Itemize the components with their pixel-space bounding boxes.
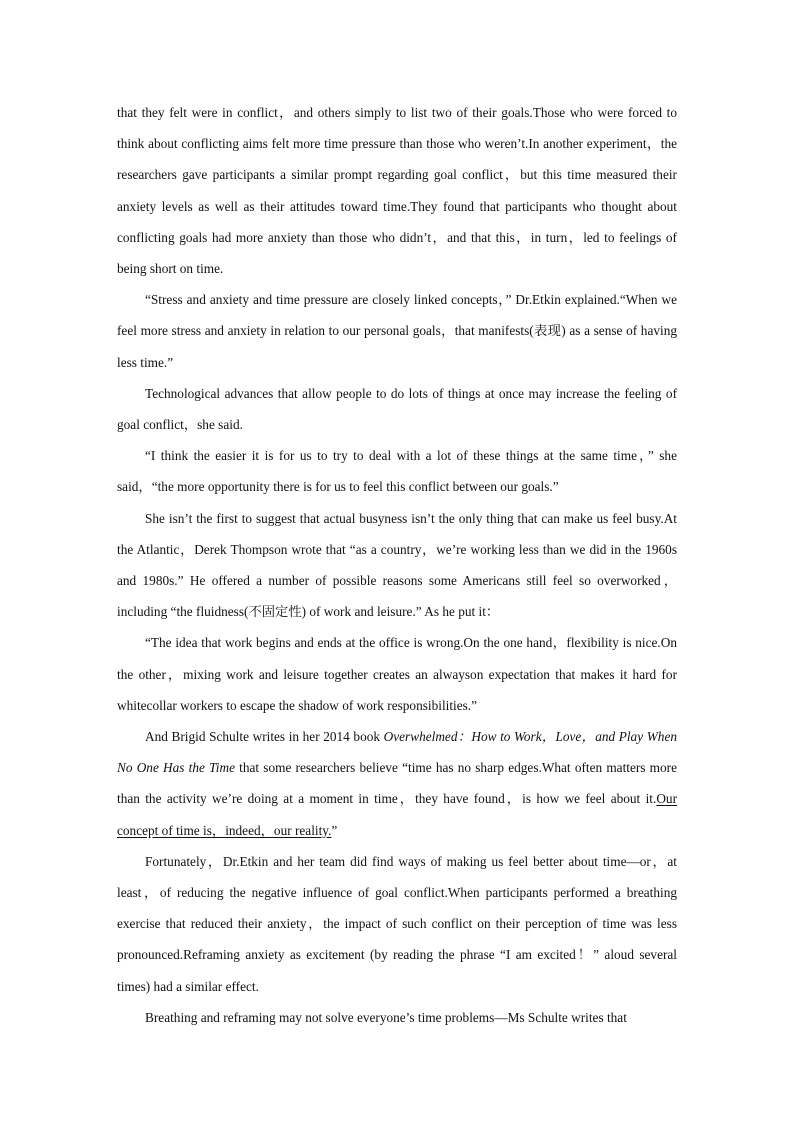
paragraph [117,1002,677,1033]
paragraph-text: ” [331,822,338,838]
paragraph [117,284,677,378]
paragraph-text: that they felt were in conflict，and others simply to list two of their goals.Those who were forced to think about conflicting aims felt more time pressure than those who weren’t.In another experiment，the researchers gave participants a similar prompt regarding goal conflict，but this time measured their anxiety levels as well as their attitudes toward time.They found that participants who thought about conflicting goals had more anxiety than those who didn’t，and that this，in turn，led to feelings of being short on time. [117,105,677,277]
paragraph [117,378,677,440]
paragraph-text: She isn’t the first to suggest that actual busyness isn’t the only thing that can make us feel busy.At the Atlantic，Derek Thompson wrote that “as a country，we’re working less than we did in the 1960s and 1980s.” He offered a number of possible reasons some Americans still feel so overworked，including “the fluidness(不固定性) of work and leisure.” As he put it： [117,510,677,620]
paragraph-text: Technological advances that allow people to do lots of things at once may increase the feeling of goal conflict，she said. [117,385,677,433]
paragraph-text: Breathing and reframing may not solve everyone’s time problems—Ms Schulte writes that [145,1009,627,1025]
paragraph-text: Fortunately，Dr.Etkin and her team did find ways of making us feel better about time—or，at least，of reducing the negative influence of goal conflict.When participants performed a breathing exercise that reduced their anxiety，the impact of such conflict on their perception of time was less pronounced.Reframing anxiety as excitement (by reading the phrase “I am excited！” aloud several times) had a similar effect. [117,853,677,994]
paragraph-text: And Brigid Schulte writes in her 2014 book [145,729,384,745]
paragraph [117,846,677,1002]
paragraph [117,97,677,284]
paragraph [117,440,677,502]
paragraph-text: “The idea that work begins and ends at the office is wrong.On the one hand，flexibility is nice.On the other，mixing work and leisure together creates an alwayson expectation that makes it hard for whitecollar workers to escape the shadow of work responsibilities.” [117,635,677,713]
paragraph-text: that some researchers believe “time has no sharp edges.What often matters more than the activity we’re doing at a moment in time，they have found，is how we feel about it. [117,760,677,807]
underlined-sentence: Our concept of time is，indeed，our reality. [117,791,677,838]
paragraph-text: “I think the easier it is for us to try to deal with a lot of these things at the same time，” she said，“the more opportunity there is for us to feel this conflict between our goals.” [117,448,677,495]
paragraph-text: “Stress and anxiety and time pressure are closely linked concepts，” Dr.Etkin explained.“When we feel more stress and anxiety in relation to our personal goals，that manifests(表现) as a sense of having less time.” [117,292,677,370]
book-title: Overwhelmed：How to Work，Love，and Play When No One Has the Time [117,729,677,776]
paragraph [117,721,677,846]
paragraph [117,503,677,628]
paragraph [117,627,677,721]
document-body [117,97,677,1033]
